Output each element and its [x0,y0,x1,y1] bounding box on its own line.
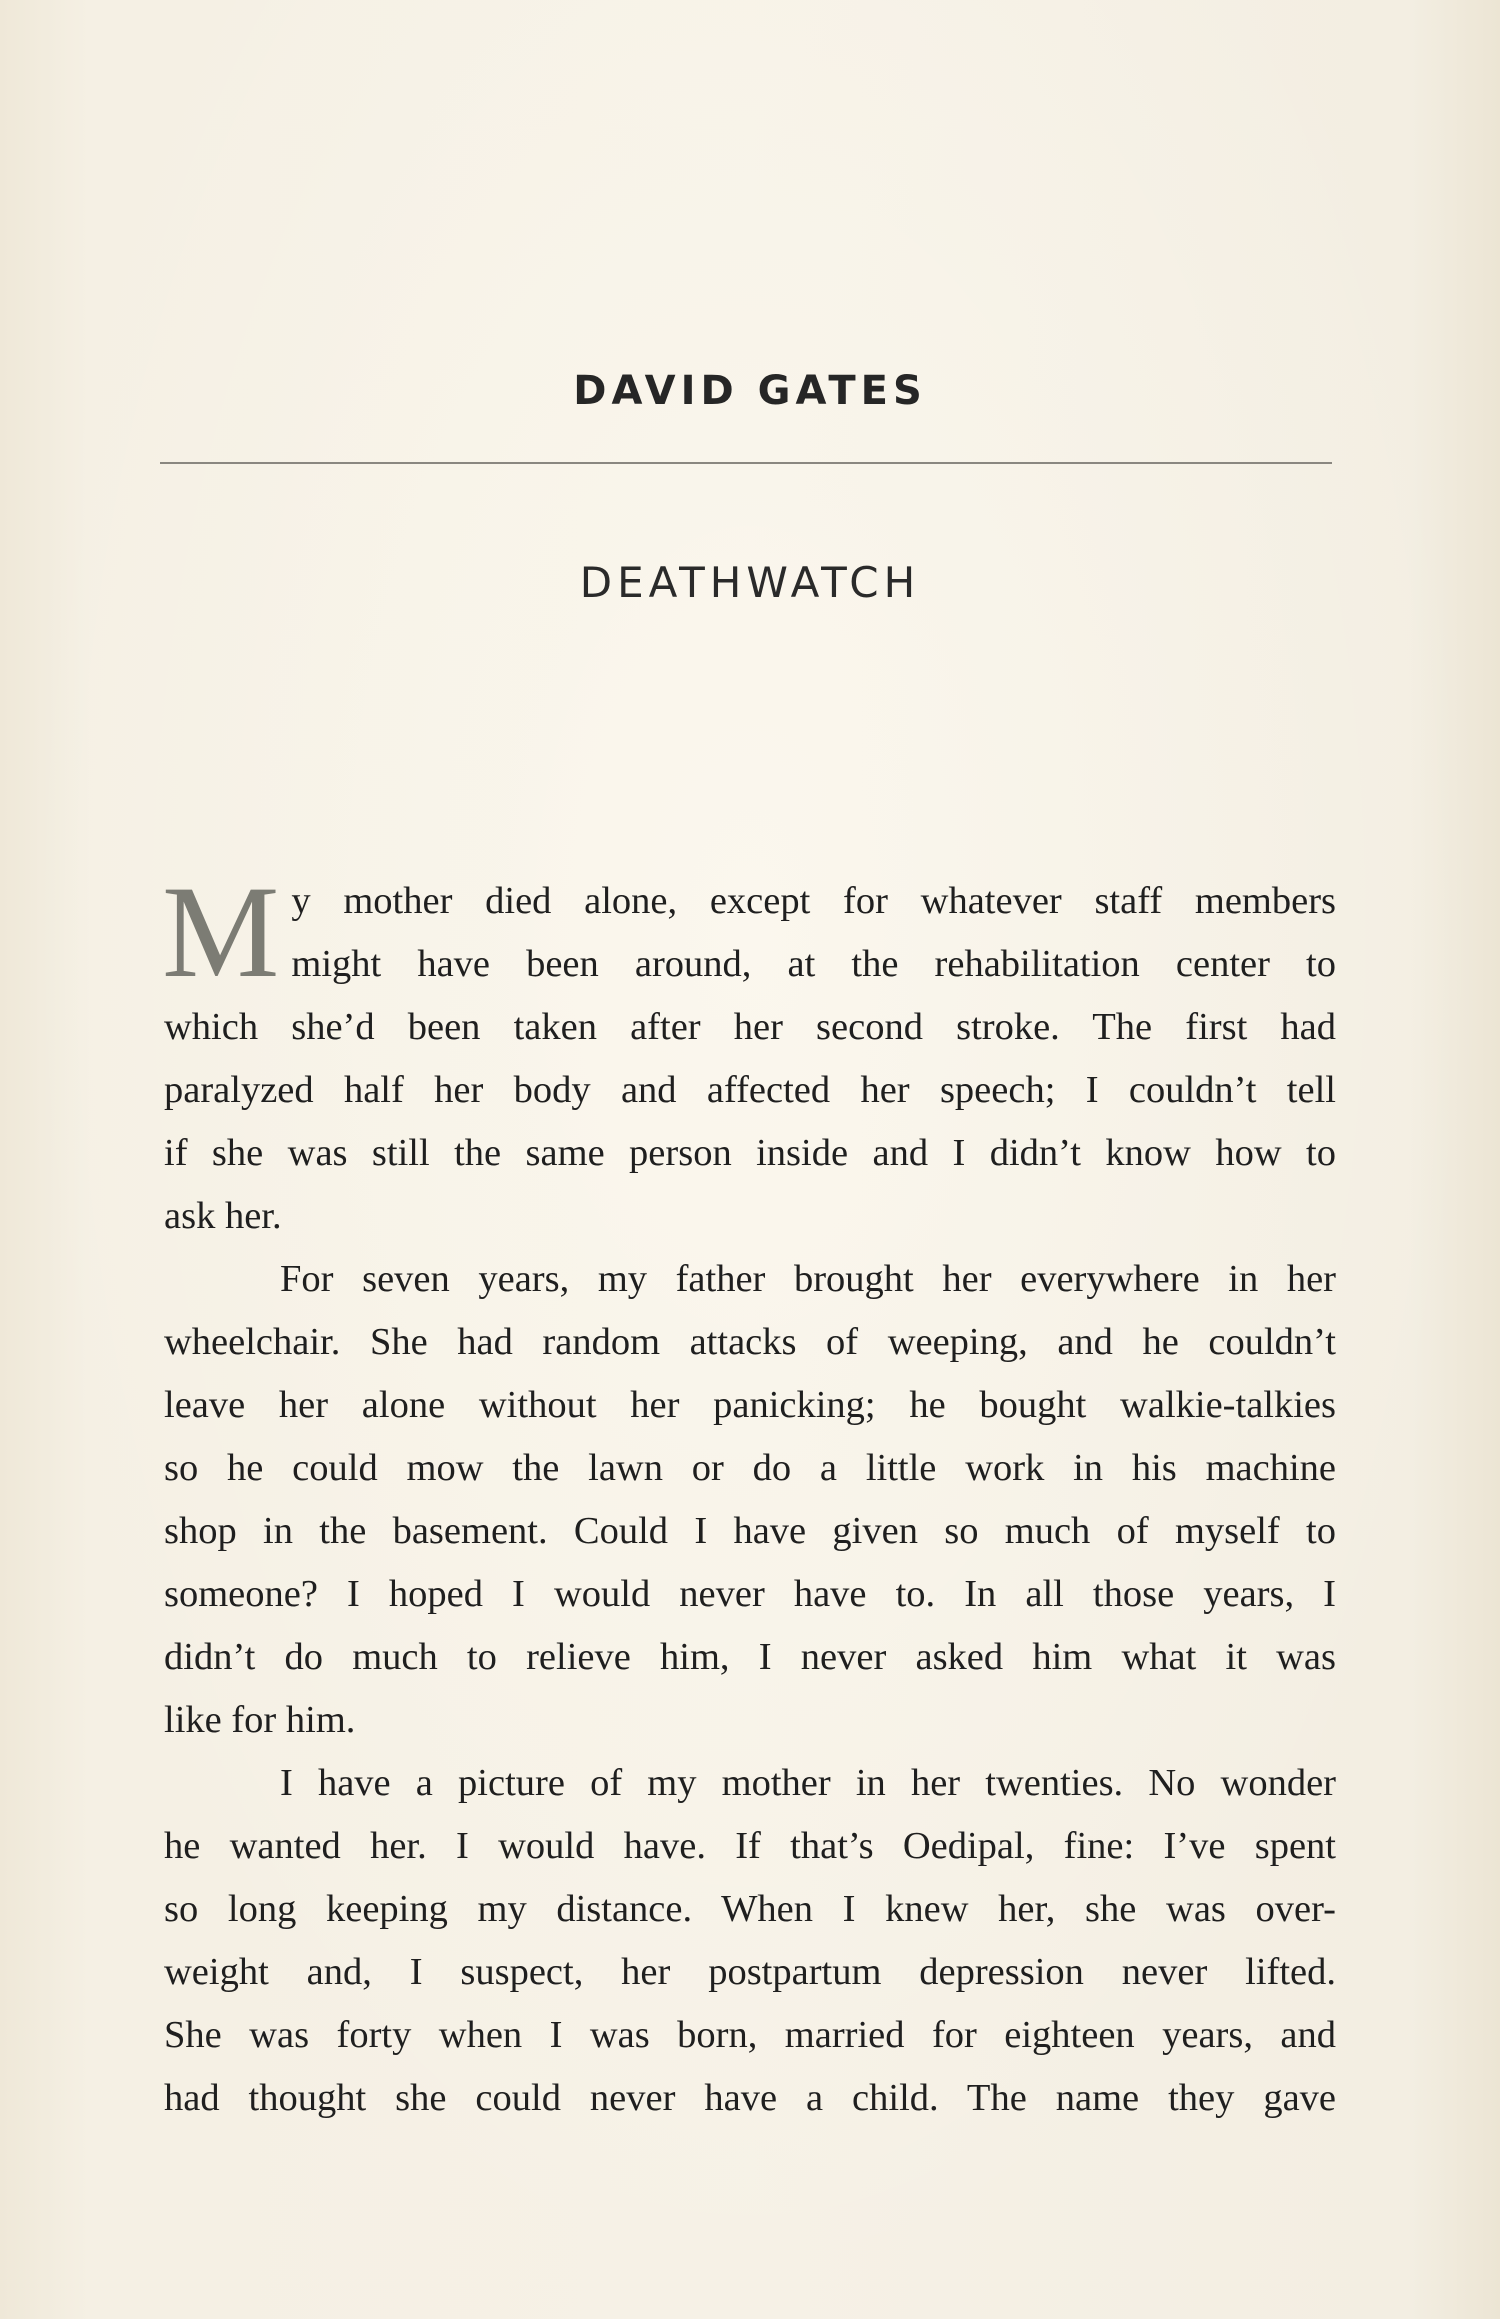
text-line: someone? I hoped I would never have to. In all those years, I [164,1573,1336,1615]
text-line: had thought she could never have a child. The name they gave [164,2077,1336,2119]
text-line: She was forty when I was born, married for eighteen years, and [164,2014,1336,2056]
paragraph-3 [164,1752,1336,2130]
story-title: DEATHWATCH [579,558,921,607]
text-line: he wanted her. I would have. If that’s Oedipal, fine: I’ve spent [164,1825,1336,1867]
text-line: didn’t do much to relieve him, I never asked him what it was [164,1636,1336,1678]
drop-cap: M [162,858,280,1005]
text-line: so he could mow the lawn or do a little work in his machine [164,1447,1336,1489]
header-rule [160,462,1332,464]
text-line: weight and, I suspect, her postpartum depression never lifted. [164,1951,1336,1993]
text-line: ask her. [164,1195,282,1237]
text-line: I have a picture of my mother in her twenties. No wonder [280,1762,1336,1804]
text-line: shop in the basement. Could I have given so much of myself to [164,1510,1336,1552]
text-line: wheelchair. She had random attacks of weeping, and he couldn’t [164,1321,1336,1363]
text-line: might have been around, at the rehabilitation center to [291,943,1336,985]
text-line: y mother died alone, except for whatever staff members [291,880,1336,922]
author-name: DAVID GATES [573,368,927,414]
text-line: paralyzed half her body and affected her speech; I couldn’t tell [164,1069,1336,1111]
paragraph-1 [162,858,1336,1248]
story-text [162,858,1336,2130]
text-line: For seven years, my father brought her everywhere in her [280,1258,1336,1300]
text-line: which she’d been taken after her second stroke. The first had [164,1006,1336,1048]
text-line: leave her alone without her panicking; he bought walkie-talkies [164,1384,1336,1426]
text-line: like for him. [164,1699,356,1741]
text-line: so long keeping my distance. When I knew her, she was over- [164,1888,1336,1930]
paragraph-2 [164,1248,1336,1752]
text-line: if she was still the same person inside and I didn’t know how to [164,1132,1336,1174]
